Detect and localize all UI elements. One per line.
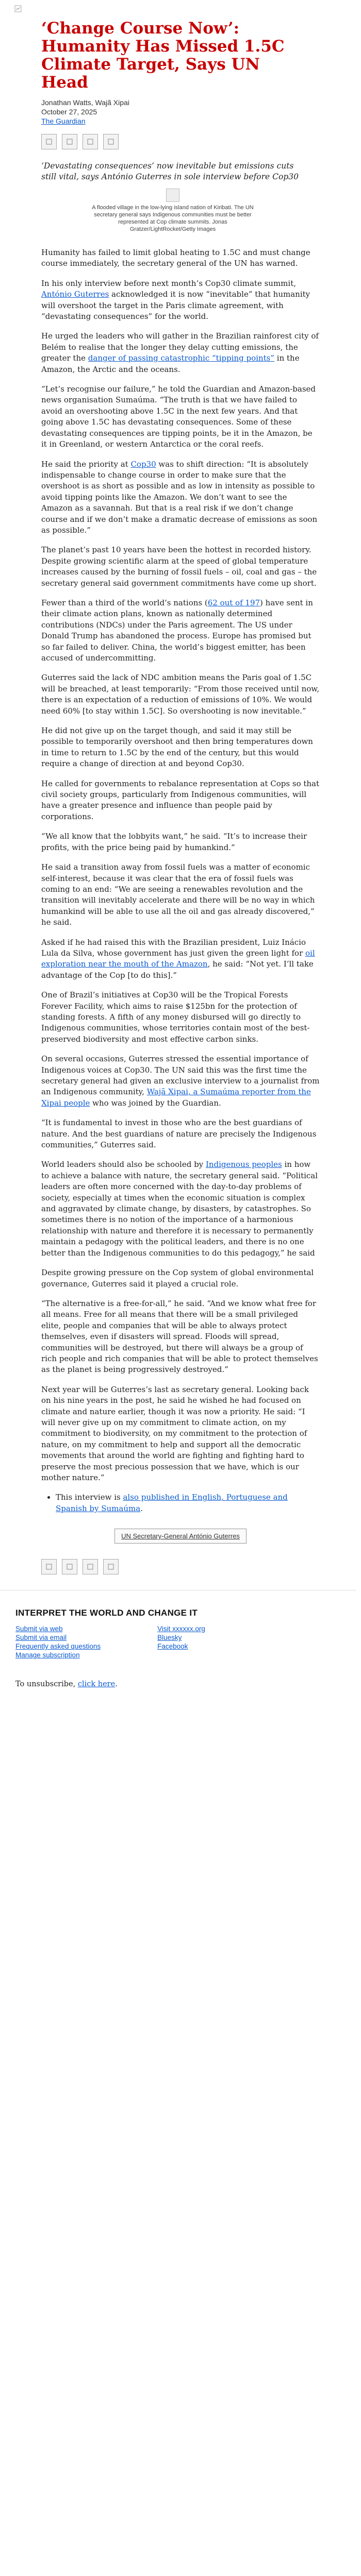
- share-twitter-icon[interactable]: [62, 134, 77, 149]
- unsubscribe-line: To unsubscribe, click here.: [15, 1680, 118, 1689]
- paragraph: In his only interview before next month’s Cop30 climate summit, António Guterres acknowledged it is now “inevitable” that humanity will overshoot the target in the Paris climate agreement, with “devastating consequences” for the world.: [41, 278, 310, 321]
- paragraph: World leaders should also be schooled by Indigenous peoples in how to achieve a balance with nature, the secretary general said. “Political leaders are often more concerned with the day-to-day problems of society, especially at times when the economic situation is complex and aggravated by climate change, by disasters, by catastrophes. So sometimes there is no notion of the importance of a harmonious relationship with nature and therefore it is necessary to permanently maintain a pedagogy with the political leaders, and there is no one better than the Indigenous communities to do this pedagogy,” he said: [41, 1160, 318, 1258]
- footer-link-faq[interactable]: Frequently asked questions: [15, 1642, 101, 1651]
- footer-link-website[interactable]: Visit xxxxxx.org: [157, 1625, 205, 1633]
- link-cop30[interactable]: Cop30: [130, 459, 156, 469]
- lead-figure: [85, 189, 260, 233]
- paragraph: Asked if he had raised this with the Brazilian president, Luiz Inácio Lula da Silva, whose government has just given the green light for oil exploration near the mouth of the Amazon, he said: “Not yet. I’ll take advantage of the Cop [to do this].”: [41, 937, 315, 980]
- paragraph: The planet’s past 10 years have been the hottest in recorded history. Despite growing scientific alarm at the speed of global temperature increases caused by the burning of fossil fuels – oil, coal and gas – the secretary general said government commitments have come up short.: [41, 545, 317, 588]
- footer-link-submit-web[interactable]: Submit via web: [15, 1625, 63, 1633]
- paragraph: Next year will be Guterres’s last as secretary general. Looking back on his nine years in the post, he said he wished he had focused on climate and nature earlier, though it was now a priority. He said: “I will never give up on my commitment to climate action, on my commitment to biodiversity, on my commitment to the protection of nature, on my commitment to help and support all the democratic movements that around the world are fighting and fighting hard to preserve the most precious possession that we have, which is our mother nature.”: [41, 1384, 309, 1482]
- article-body: [41, 247, 320, 1514]
- translation-note-list: [41, 1492, 320, 1514]
- paragraph: He said a transition away from fossil fuels was a matter of economic self-interest, because it was clear that the era of fossil fuels was coming to an end: “We are seeing a renewables revolution and the transition will inevitably accelerate and there will be no way in which humankind will be able to use all the oil and gas already discovered,” he said.: [41, 862, 315, 927]
- paragraph: On several occasions, Guterres stressed the essential importance of Indigenous voices at Cop30. The UN said this was the first time the secretary general had given an exclusive interview to a journalist from an Indigenous community, Wajã Xipai, a Sumaúma reporter from the Xipai people who was joined by the Guardian.: [41, 1054, 320, 1108]
- topic-tag-wrap: [10, 1529, 351, 1544]
- page: [10, 0, 351, 1688]
- share-facebook-icon[interactable]: [41, 1559, 57, 1574]
- share-twitter-icon[interactable]: [62, 1559, 77, 1574]
- paragraph: One of Brazil’s initiatives at Cop30 will be the Tropical Forests Forever Facility, which aims to raise $125bn for the protection of standing forests. A fifth of any money disbursed will go directly to Indigenous communities, whose territories contain most of the best-preserved biodiversity and most effective carbon sinks.: [41, 990, 310, 1044]
- link-indigenous-peoples[interactable]: Indigenous peoples: [205, 1160, 282, 1170]
- share-email-icon[interactable]: [83, 134, 98, 149]
- share-facebook-icon[interactable]: [41, 134, 57, 149]
- article-header: [41, 20, 299, 233]
- topic-tag[interactable]: UN Secretary-General António Guterres: [114, 1529, 247, 1544]
- link-ndc-count[interactable]: 62 out of 197: [207, 598, 260, 607]
- headline: ‘Change Course Now’: Humanity Has Missed 1.5C Climate Target, Says UN Head: [41, 19, 285, 92]
- paragraph: He urged the leaders who will gather in the Brazilian rainforest city of Belém to realise that the longer they delay cutting emissions, the greater the danger of passing catastrophic “tipping points” in the Amazon, the Arctic and the oceans.: [41, 331, 319, 374]
- paragraph: Guterres said the lack of NDC ambition means the Paris goal of 1.5C will be breached, at least temporarily: “From those received until now, there is an expectation of a reduction of emissions of 10%. We would need 60% [to stay within 1.5C]. So overshooting is now inevitable.”: [41, 673, 320, 716]
- footer-link-submit-email[interactable]: Submit via email: [15, 1634, 67, 1642]
- paragraph: Fewer than a third of the world’s nations (62 out of 197) have sent in their climate action plans, known as nationally determined contributions (NDCs) under the Paris agreement. The US under Donald Trump has abandoned the process. Europe has promised but so far failed to deliver. China, the world’s biggest emitter, has been accused of undercommitting.: [41, 598, 313, 663]
- footer-title: INTERPRET THE WORLD AND CHANGE IT: [15, 1608, 198, 1618]
- paragraph: He called for governments to rebalance representation at Cops so that civil society groups, particularly from Indigenous communities, will have a greater presence and influence than people paid by corporations.: [41, 778, 320, 821]
- paragraph: Despite growing pressure on the Cop system of global environmental governance, Guterres said it played a crucial role.: [41, 1268, 314, 1289]
- share-buttons-top: [41, 134, 299, 149]
- link-oil-exploration[interactable]: oil exploration near the mouth of the Amazon: [41, 948, 315, 969]
- paragraph: “The alternative is a free-for-all,” he said. “And we know what free for all means. Free for all means that there will be a small privileged elite, people and companies that will be able to always protect themselves, even if disasters will spread. Floods will spread, communities will be destroyed, but there will always be a group of rich people and rich companies that will be able to protect themselves as the planet is being progressively destroyed.”: [41, 1298, 318, 1375]
- unsubscribe-link[interactable]: click here: [77, 1680, 116, 1689]
- share-buttons-bottom: [41, 1559, 351, 1574]
- standfirst: ‘Devastating consequences’ now inevitable but emissions cuts still vital, says António Guterres in sole interview before Cop30: [41, 161, 299, 181]
- link-waja-xipai[interactable]: Wajã Xipai, a Sumaúma reporter from the Xipai people: [41, 1087, 311, 1108]
- paragraph: “We all know that the lobbyits want,” he said. “It’s to increase their profits, with the price being paid by humankind.”: [41, 832, 307, 852]
- share-email-icon[interactable]: [83, 1559, 98, 1574]
- footer-link-bluesky[interactable]: Bluesky: [157, 1634, 182, 1642]
- footer-links-right: [157, 1624, 205, 1659]
- footer-link-facebook[interactable]: Facebook: [157, 1642, 188, 1651]
- broken-image-icon: [166, 189, 179, 202]
- footer-link-manage-subscription[interactable]: Manage subscription: [15, 1651, 80, 1659]
- link-translations[interactable]: also published in English, Portuguese and Spanish by Sumaúma: [56, 1493, 288, 1513]
- tracking-pixel-icon: [14, 5, 22, 12]
- publication-link[interactable]: The Guardian: [41, 117, 86, 125]
- paragraph: “Let’s recognise our failure,” he told the Guardian and Amazon-based news organisation Sumaúma. “The truth is that we have failed to avoid an overshooting above 1.5C in the next few years. And that going above 1.5C has devastating consequences. Some of these devastating consequences are tipping points, be it in the Amazon, be it in Greenland, or western Antarctica or the coral reefs.: [41, 384, 316, 449]
- paragraph: He said the priority at Cop30 was to shift direction: “It is absolutely indispensable to change course in order to make sure that the overshoot is as short as possible and as low in intensity as possible to avoid tipping points like the Amazon. We don’t want to see the Amazon as a savannah. But that is a real risk if we don’t change course and if we don’t make a dramatic decrease of emissions as soon as possible.”: [41, 459, 318, 535]
- link-antonio-guterres[interactable]: António Guterres: [41, 290, 109, 299]
- paragraph: He did not give up on the target though, and said it may still be possible to temporarily overshoot and then bring temperatures down in time to return to 1.5C by the end of the century, but this would require a change of direction at and beyond Cop30.: [41, 726, 313, 769]
- publish-date: October 27, 2025: [41, 108, 97, 116]
- footer-links-left: [15, 1624, 101, 1659]
- byline: Jonathan Watts, Wajã Xipai: [41, 98, 129, 107]
- image-caption: A flooded village in the low-lying island nation of Kiribati. The UN secretary general says Indigenous communities must be better represented at Cop climate summits. Jonas Gratzer/LightRocket/Getty Images: [92, 205, 254, 232]
- newsletter-footer: [0, 1590, 356, 1688]
- share-link-icon[interactable]: [103, 1559, 119, 1574]
- paragraph: “It is fundamental to invest in those who are the best guardians of nature. And the best guardians of nature are precisely the Indigenous communities,” Guterres said.: [41, 1118, 317, 1150]
- link-tipping-points[interactable]: danger of passing catastrophic “tipping points”: [88, 353, 275, 363]
- paragraph: Humanity has failed to limit global heating to 1.5C and must change course immediately, the secretary general of the UN has warned.: [41, 248, 310, 268]
- list-item: • This interview is also published in English, Portuguese and Spanish by Sumaúma.: [56, 1492, 320, 1514]
- share-link-icon[interactable]: [103, 134, 119, 149]
